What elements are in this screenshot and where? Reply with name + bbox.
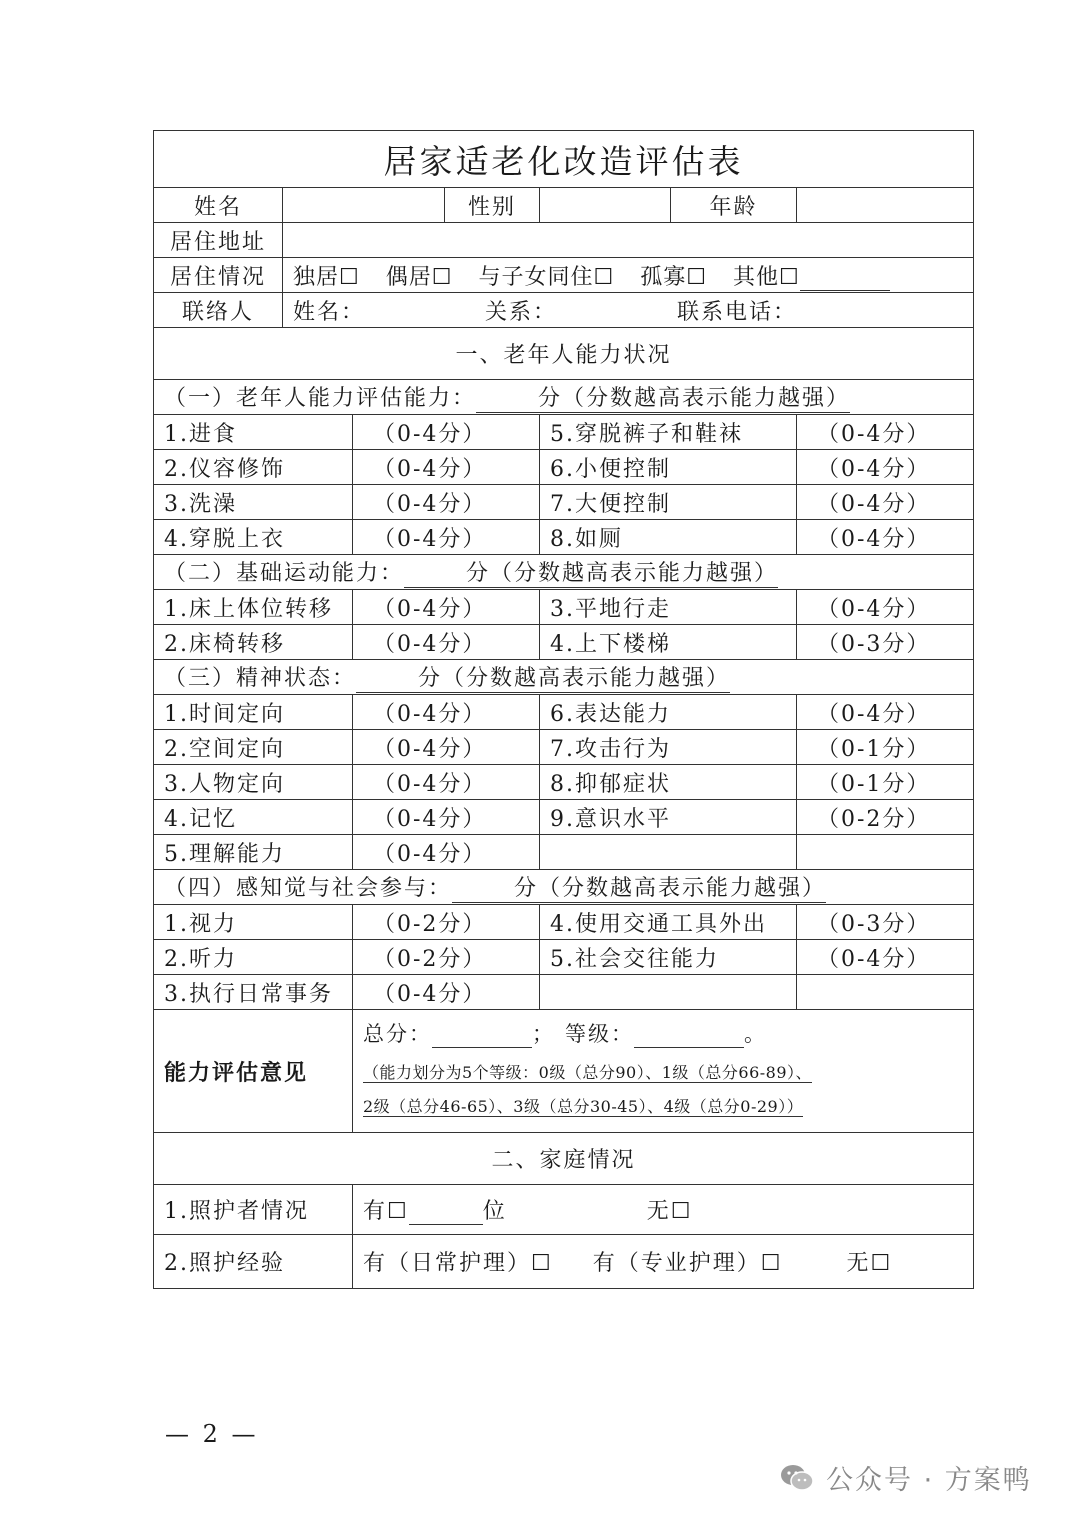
item-cell: 1.时间定向 (154, 695, 353, 730)
total-score-label: 总分： (363, 1022, 432, 1046)
watermark (780, 1458, 1032, 1497)
grade-blank[interactable] (634, 1027, 744, 1048)
caregiver-options (353, 1185, 974, 1235)
range-cell[interactable]: （0-1分） (797, 730, 974, 765)
group4-suffix: 分（分数越高表示能力越强） (514, 876, 827, 901)
living-option-widowed[interactable]: 孤寡☐ (640, 264, 707, 290)
caregiver-yes[interactable]: 有☐ (363, 1199, 409, 1224)
range-cell[interactable]: （0-2分） (353, 905, 540, 940)
contact-phone-label: 联系电话： (677, 299, 798, 325)
item-cell: 3.洗澡 (154, 485, 353, 520)
opinion-label: 能力评估意见 (154, 1010, 353, 1133)
group2-score-line[interactable] (404, 556, 778, 588)
item-cell: 4.穿脱上衣 (154, 520, 353, 555)
range-cell[interactable]: （0-4分） (353, 485, 540, 520)
group3-prefix: （三）精神状态： (164, 666, 357, 691)
item-cell: 3.执行日常事务 (154, 975, 353, 1010)
caregiver-count-blank[interactable] (409, 1204, 483, 1225)
item-cell: 6.小便控制 (540, 450, 797, 485)
range-cell[interactable]: （0-4分） (353, 450, 540, 485)
living-option-with-children[interactable]: 与子女同住☐ (478, 264, 615, 290)
item-cell: 2.床椅转移 (154, 625, 353, 660)
range-cell[interactable]: （0-4分） (797, 940, 974, 975)
age-field[interactable] (797, 188, 974, 223)
group2-prefix: （二）基础运动能力： (164, 561, 405, 586)
age-label: 年龄 (671, 188, 797, 223)
grade-note-line1: （能力划分为5个等级：0级（总分90）、1级（总分66-89）、 (363, 1063, 813, 1082)
grade-label: 等级： (565, 1022, 634, 1046)
item-cell: 3.平地行走 (540, 590, 797, 625)
item-cell: 6.表达能力 (540, 695, 797, 730)
empty-cell (540, 975, 797, 1010)
opinion-sep: ； (532, 1022, 555, 1046)
item-cell: 4.上下楼梯 (540, 625, 797, 660)
total-score-blank[interactable] (432, 1027, 532, 1048)
range-cell[interactable]: （0-4分） (353, 835, 540, 870)
item-cell: 4.使用交通工具外出 (540, 905, 797, 940)
grade-note (363, 1056, 963, 1124)
range-cell[interactable]: （0-2分） (797, 800, 974, 835)
living-label: 居住情况 (154, 258, 283, 293)
range-cell[interactable]: （0-4分） (353, 625, 540, 660)
caregiver-no[interactable]: 无☐ (646, 1199, 693, 1224)
group3-header (154, 660, 974, 695)
item-cell: 2.仪容修饰 (154, 450, 353, 485)
item-cell: 8.如厕 (540, 520, 797, 555)
range-cell[interactable]: （0-1分） (797, 765, 974, 800)
range-cell[interactable]: （0-4分） (797, 695, 974, 730)
group1-score-line[interactable] (476, 381, 850, 413)
item-cell: 5.理解能力 (154, 835, 353, 870)
wechat-icon (780, 1463, 814, 1493)
assessment-form (153, 130, 974, 1289)
range-cell[interactable]: （0-4分） (797, 520, 974, 555)
group3-score-line[interactable] (356, 661, 730, 693)
group1-prefix: （一）老年人能力评估能力： (164, 386, 477, 411)
item-cell: 8.抑郁症状 (540, 765, 797, 800)
group4-header (154, 870, 974, 905)
name-field[interactable] (283, 188, 445, 223)
gender-field[interactable] (540, 188, 671, 223)
group1-header (154, 380, 974, 415)
living-other-blank[interactable] (800, 270, 890, 291)
item-cell: 1.视力 (154, 905, 353, 940)
group4-prefix: （四）感知觉与社会参与： (164, 876, 453, 901)
living-option-couple[interactable]: 偶居☐ (385, 264, 453, 290)
range-cell[interactable]: （0-3分） (797, 625, 974, 660)
living-option-other[interactable]: 其他☐ (732, 264, 800, 290)
experience-options (353, 1235, 974, 1289)
group1-suffix: 分（分数越高表示能力越强） (538, 386, 851, 411)
item-cell: 9.意识水平 (540, 800, 797, 835)
empty-cell (797, 835, 974, 870)
item-cell: 5.穿脱裤子和鞋袜 (540, 415, 797, 450)
item-cell: 3.人物定向 (154, 765, 353, 800)
form-title: 居家适老化改造评估表 (154, 131, 974, 188)
living-options (283, 258, 974, 293)
experience-label: 2.照护经验 (154, 1235, 353, 1289)
watermark-text: 公众号 · 方案鸭 (826, 1465, 1032, 1496)
address-field[interactable] (283, 223, 974, 258)
contact-name-label: 姓名： (293, 299, 366, 325)
contact-relation-label: 关系： (485, 299, 558, 325)
item-cell: 2.空间定向 (154, 730, 353, 765)
group2-header (154, 555, 974, 590)
item-cell: 1.进食 (154, 415, 353, 450)
page-number: — 2 — (165, 1420, 259, 1448)
empty-cell (797, 975, 974, 1010)
opinion-score-line (363, 1018, 963, 1048)
range-cell[interactable]: （0-4分） (797, 450, 974, 485)
caregiver-unit: 位 (482, 1199, 507, 1224)
name-label: 姓名 (154, 188, 283, 223)
range-cell[interactable]: （0-4分） (353, 520, 540, 555)
experience-no[interactable]: 无☐ (846, 1251, 893, 1276)
item-cell: 5.社会交往能力 (540, 940, 797, 975)
range-cell[interactable]: （0-4分） (353, 800, 540, 835)
range-cell[interactable]: （0-4分） (797, 485, 974, 520)
experience-professional[interactable]: 有（专业护理）☐ (592, 1251, 783, 1276)
range-cell[interactable]: （0-2分） (353, 940, 540, 975)
section1-title: 一、老年人能力状况 (154, 328, 974, 380)
living-option-alone[interactable]: 独居☐ (293, 264, 360, 290)
item-cell: 4.记忆 (154, 800, 353, 835)
range-cell[interactable]: （0-3分） (797, 905, 974, 940)
grade-note-line2: 2级（总分46-65）、3级（总分30-45）、4级（总分0-29）） (363, 1097, 804, 1116)
experience-daily[interactable]: 有（日常护理）☐ (363, 1251, 553, 1276)
empty-cell (540, 835, 797, 870)
caregiver-label: 1.照护者情况 (154, 1185, 353, 1235)
range-cell[interactable]: （0-4分） (797, 590, 974, 625)
range-cell[interactable]: （0-4分） (353, 765, 540, 800)
opinion-content (353, 1010, 974, 1133)
range-cell[interactable]: （0-4分） (797, 415, 974, 450)
gender-label: 性别 (445, 188, 540, 223)
range-cell[interactable]: （0-4分） (353, 975, 540, 1010)
range-cell[interactable]: （0-4分） (353, 415, 540, 450)
section2-title: 二、家庭情况 (154, 1133, 974, 1185)
group2-suffix: 分（分数越高表示能力越强） (466, 561, 779, 586)
contact-fields (283, 293, 974, 328)
range-cell[interactable]: （0-4分） (353, 730, 540, 765)
group4-score-line[interactable] (452, 871, 826, 903)
opinion-end: 。 (744, 1022, 767, 1046)
address-label: 居住地址 (154, 223, 283, 258)
contact-label: 联络人 (154, 293, 283, 328)
item-cell: 1.床上体位转移 (154, 590, 353, 625)
item-cell: 7.大便控制 (540, 485, 797, 520)
range-cell[interactable]: （0-4分） (353, 590, 540, 625)
item-cell: 7.攻击行为 (540, 730, 797, 765)
item-cell: 2.听力 (154, 940, 353, 975)
range-cell[interactable]: （0-4分） (353, 695, 540, 730)
group3-suffix: 分（分数越高表示能力越强） (418, 666, 731, 691)
